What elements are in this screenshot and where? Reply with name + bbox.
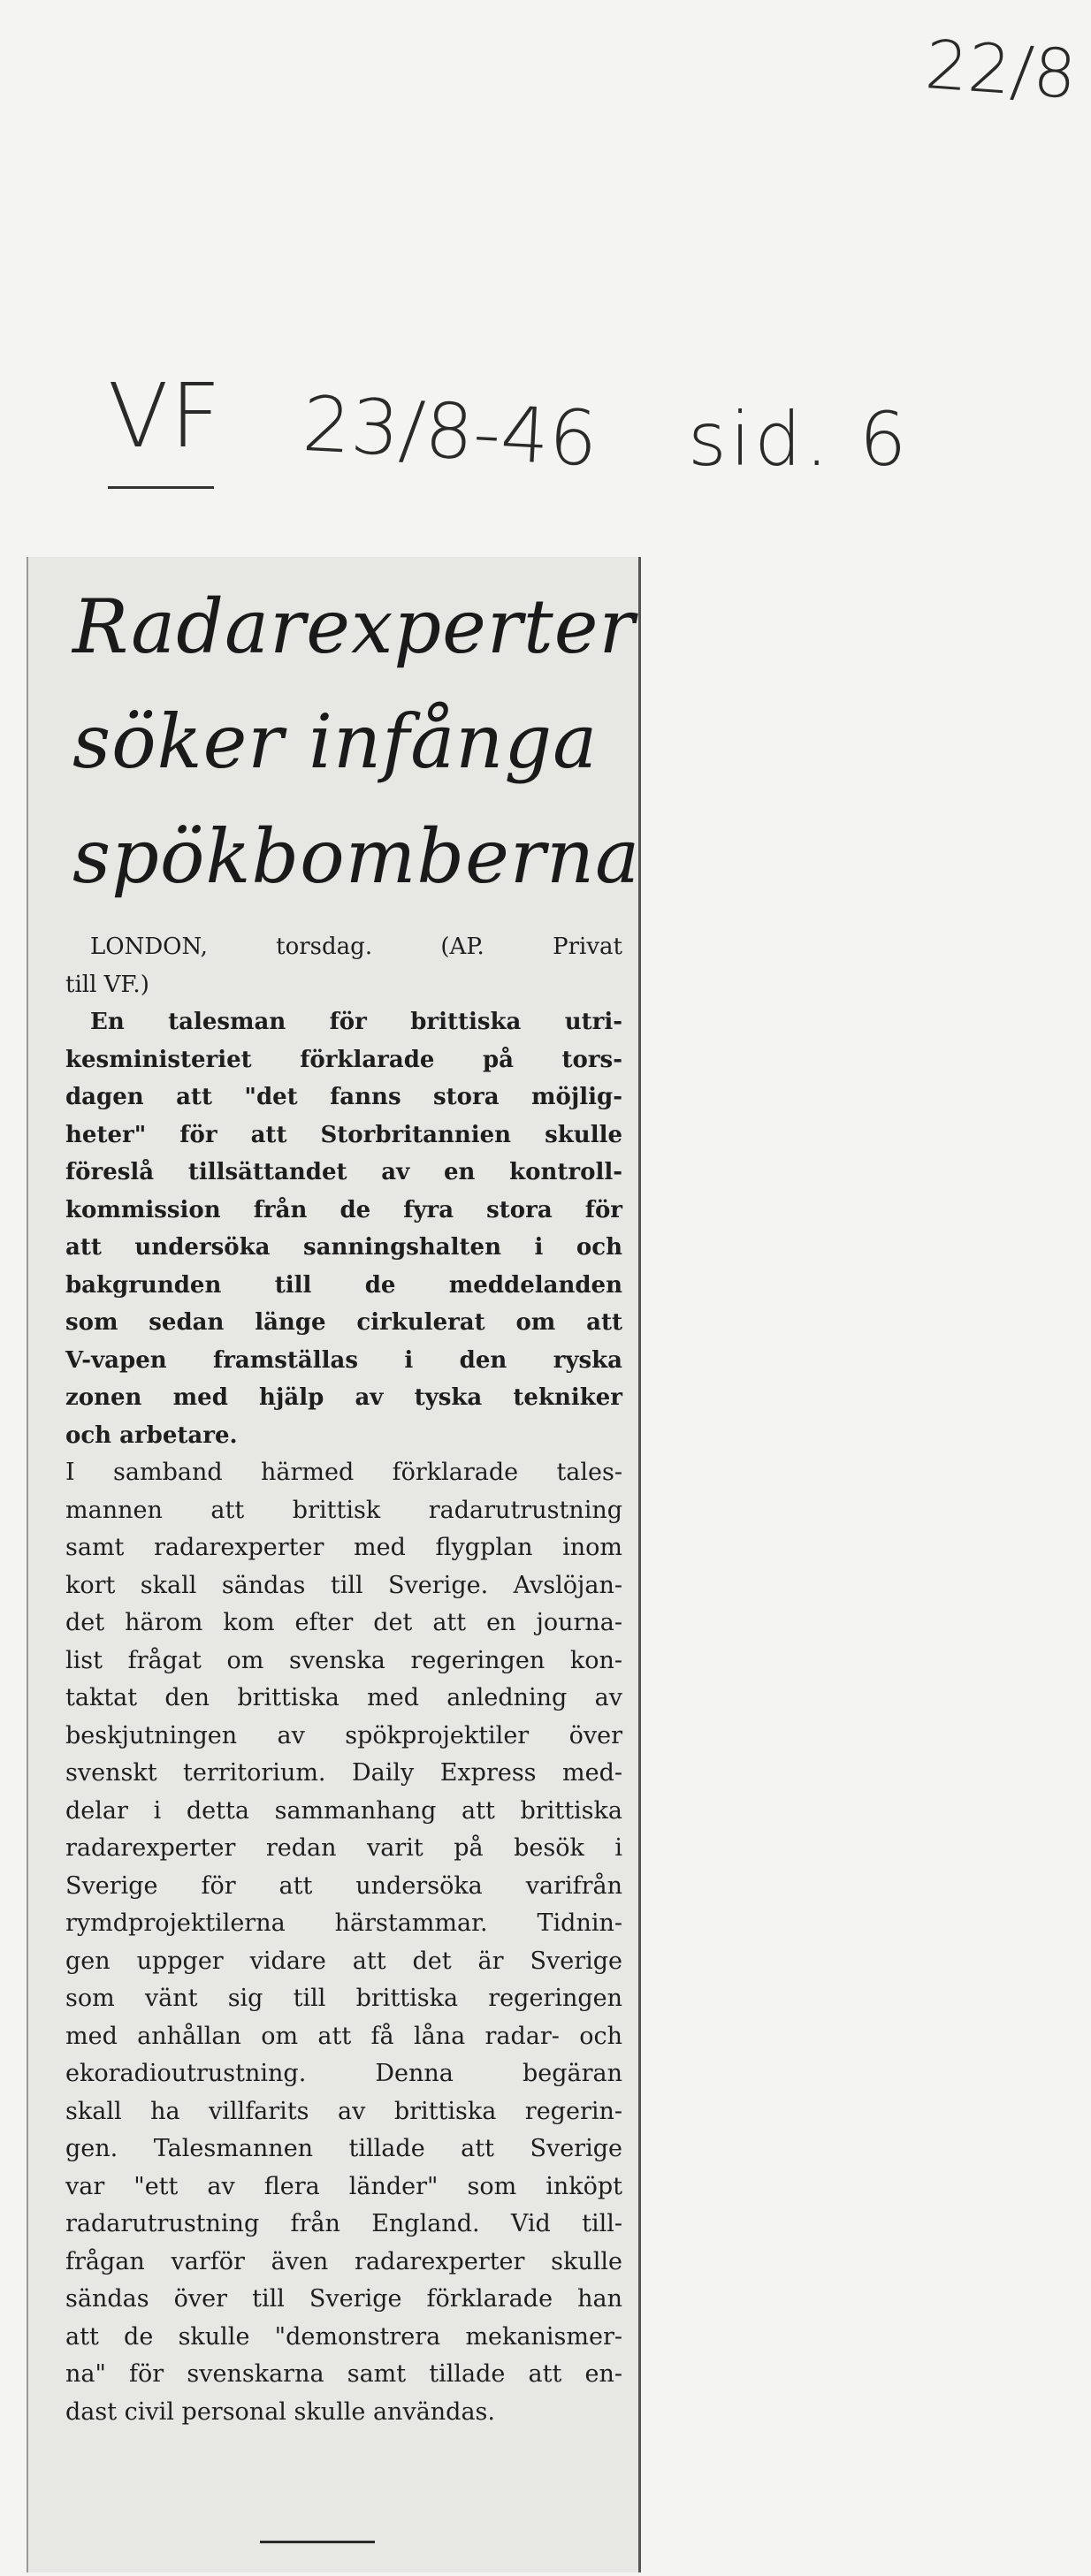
text-line: En talesman för brittiska utri-	[90, 1009, 622, 1035]
text-line: rymdprojektilerna härstammar. Tidnin-	[65, 1909, 622, 1937]
text-line: dast civil personal skulle användas.	[65, 2397, 495, 2426]
article-lead	[65, 1003, 622, 1454]
handwritten-source: VF	[108, 364, 223, 468]
text-line: Sverige för att undersöka varifrån	[65, 1871, 622, 1900]
text-line: med anhållan om att få låna radar- och	[65, 2022, 622, 2050]
text-line: I samband härmed förklarade tales-	[65, 1459, 622, 1486]
text-line: det härom kom efter det att en journa-	[65, 1609, 622, 1636]
text-line: LONDON, torsdag. (AP. Privat	[90, 934, 622, 960]
handwritten-page: sid. 6	[688, 396, 911, 483]
text-line: radarutrustning från England. Vid till-	[65, 2210, 622, 2237]
article-dateline	[65, 928, 622, 1003]
article-headline	[72, 569, 641, 914]
text-line: taktat den brittiska med anledning av	[65, 1684, 622, 1711]
text-line: frågan varför även radarexperter skulle	[65, 2247, 622, 2275]
text-line: zonen med hjälp av tyska tekniker	[65, 1384, 622, 1411]
text-line: mannen att brittisk radarutrustning	[65, 1496, 622, 1524]
handwritten-corner-date: 22/8	[922, 25, 1080, 114]
text-line: var "ett av flera länder" som inköpt	[65, 2172, 622, 2200]
headline-line: spökbomberna	[72, 813, 641, 900]
text-line: V-vapen framställas i den ryska	[65, 1346, 622, 1374]
text-line: att de skulle "demonstrera mekanismer-	[65, 2322, 622, 2351]
headline-line: söker infånga	[72, 698, 599, 785]
text-line: delar i detta sammanhang att brittiska	[65, 1796, 622, 1825]
text-line: dagen att "det fanns stora möjlig-	[65, 1084, 622, 1110]
text-line: att undersöka sanningshalten i och	[65, 1234, 622, 1261]
text-line: gen uppger vidare att det är Sverige	[65, 1947, 622, 1975]
article-body	[65, 928, 622, 2431]
text-line: kommission från de fyra stora för	[65, 1196, 622, 1223]
text-line: na" för svenskarna samt tillade att en-	[65, 2360, 622, 2388]
text-line: gen. Talesmannen tillade att Sverige	[65, 2135, 622, 2162]
text-line: svenskt territorium. Daily Express med-	[65, 1759, 622, 1787]
text-line: sändas över till Sverige förklarade han	[65, 2285, 622, 2313]
end-rule	[260, 2541, 375, 2543]
text-line: kort skall sändas till Sverige. Avslöjan-	[65, 1571, 622, 1599]
text-line: och arbetare.	[65, 1421, 238, 1449]
text-line: som sedan länge cirkulerat om att	[65, 1309, 622, 1336]
text-line: ekoradioutrustning. Denna begäran	[65, 2060, 622, 2087]
text-line: kesministeriet förklarade på tors-	[65, 1046, 622, 1073]
newspaper-clipping	[27, 557, 641, 2572]
text-line: list frågat om svenska regeringen kon-	[65, 1646, 622, 1674]
headline-line: Radarexperter	[72, 583, 636, 670]
article-main-text	[65, 1454, 622, 2431]
text-line: heter" för att Storbritannien skulle	[65, 1121, 622, 1148]
handwritten-date: 23/8-46	[300, 380, 600, 484]
text-line: beskjutningen av spökprojektiler över	[65, 1721, 622, 1749]
text-line: till VF.)	[65, 971, 149, 998]
text-line: skall ha villfarits av brittiska regerin-	[65, 2097, 622, 2125]
handwritten-underline	[108, 486, 214, 489]
text-line: samt radarexperter med flygplan inom	[65, 1534, 622, 1561]
text-line: radarexperter redan varit på besök i	[65, 1834, 622, 1862]
text-line: som vänt sig till brittiska regeringen	[65, 1985, 622, 2012]
text-line: bakgrunden till de meddelanden	[65, 1271, 622, 1299]
text-line: föreslå tillsättandet av en kontroll-	[65, 1159, 622, 1185]
